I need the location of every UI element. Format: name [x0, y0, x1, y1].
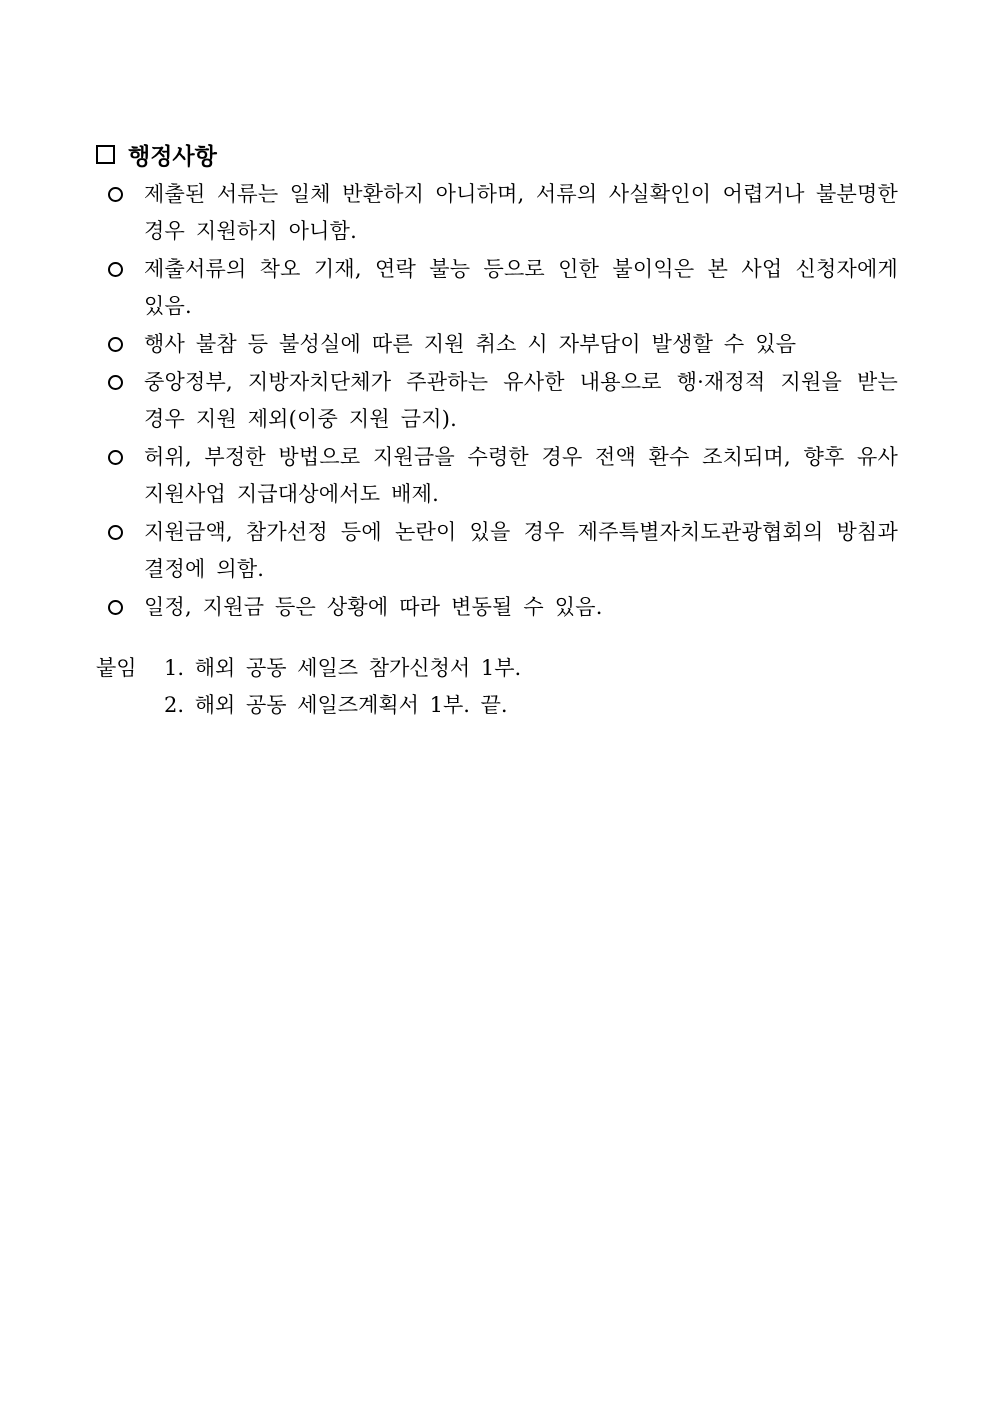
list-item — [108, 176, 898, 250]
circle-bullet-icon — [108, 525, 123, 540]
list-item — [108, 589, 898, 626]
attachment-row — [96, 650, 521, 687]
list-item — [108, 439, 898, 513]
attachment-row — [96, 687, 521, 724]
attachment-entry: 1. 해외 공동 세일즈 참가신청서 1부. — [164, 656, 522, 680]
attachments — [96, 650, 521, 724]
circle-bullet-icon — [108, 600, 123, 615]
attachment-label-spacer — [96, 687, 164, 724]
attachment-label: 붙임 — [96, 656, 137, 680]
section-heading — [96, 138, 217, 171]
circle-bullet-icon — [108, 187, 123, 202]
list-item-text: 허위, 부정한 방법으로 지원금을 수령한 경우 전액 환수 조치되며, 향후 유사 지원사업 지급대상에서도 배제. — [144, 445, 898, 506]
circle-bullet-icon — [108, 450, 123, 465]
list-item-text: 제출된 서류는 일체 반환하지 아니하며, 서류의 사실확인이 어렵거나 불분명한 경우 지원하지 아니함. — [144, 182, 898, 243]
list-item — [108, 514, 898, 588]
circle-bullet-icon — [108, 262, 123, 277]
notice-list — [108, 176, 898, 627]
list-item-text: 제출서류의 착오 기재, 연락 불능 등으로 인한 불이익은 본 사업 신청자에게 있음. — [144, 257, 898, 318]
list-item-text: 일정, 지원금 등은 상황에 따라 변동될 수 있음. — [144, 595, 603, 619]
list-item-text: 지원금액, 참가선정 등에 논란이 있을 경우 제주특별자치도관광협회의 방침과 결정에 의함. — [144, 520, 898, 581]
list-item — [108, 364, 898, 438]
square-bullet-icon — [96, 145, 115, 164]
list-item — [108, 326, 898, 363]
attachment-entry: 2. 해외 공동 세일즈계획서 1부. 끝. — [164, 693, 508, 717]
circle-bullet-icon — [108, 337, 123, 352]
list-item-text: 중앙정부, 지방자치단체가 주관하는 유사한 내용으로 행·재정적 지원을 받는 경우 지원 제외(이중 지원 금지). — [144, 370, 898, 431]
list-item-text: 행사 불참 등 불성실에 따른 지원 취소 시 자부담이 발생할 수 있음 — [144, 332, 797, 356]
circle-bullet-icon — [108, 375, 123, 390]
section-title: 행정사항 — [128, 143, 217, 170]
list-item — [108, 251, 898, 325]
